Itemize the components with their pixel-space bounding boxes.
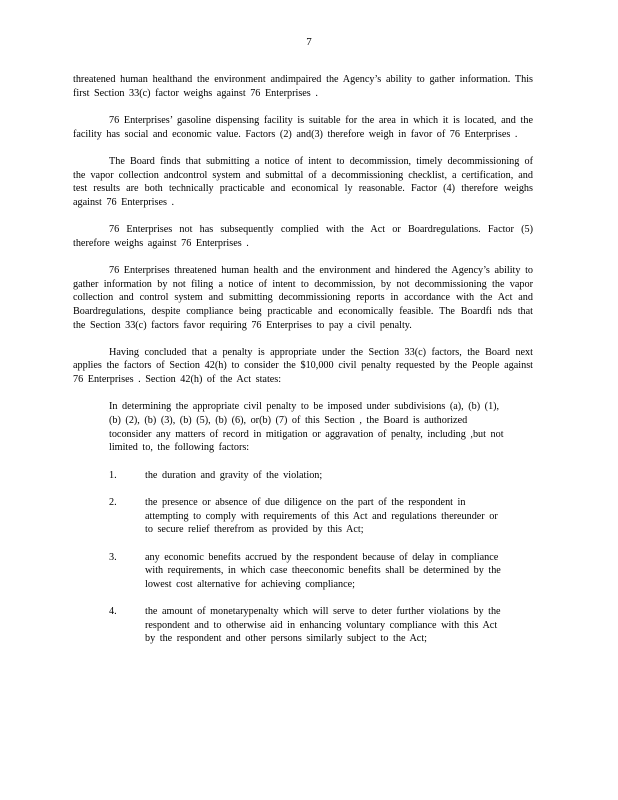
- factor-number: 3.: [109, 551, 117, 563]
- factor-text: the duration and gravity of the violation;: [145, 469, 323, 481]
- factor-item: [109, 469, 509, 483]
- page-number: 7: [306, 36, 312, 48]
- factor-number: 4.: [109, 606, 117, 618]
- body-paragraph: 76 Enterprises’ gasoline dispensing facility is suitable for the area in which it is located, and the facility has social and economic value. Factors (2) and(3) therefore weigh in favor of 76 Enterprises .: [73, 114, 533, 140]
- factor-item: [109, 496, 509, 537]
- factor-number: 1.: [109, 469, 117, 481]
- quote-intro: In determining the appropriate civil penalty to be imposed under subdivisions (a), (b) (1), (b) (2), (b) (3), (b) (5), (b) (6), or(b) (7) of this Section , the Board is authorized toconsider any matters of record in mitigation or aggravation of penalty, including ,but not limited to, the following factors:: [109, 401, 504, 454]
- body-paragraph: 76 Enterprises threatened human health and the environment and hindered the Agency’s ability to gather information by not filing a notice of intent to decommission, by not decommissioning the vapor collection and control system and submitting decommissioning reports in accordance with the Act and Boardregulations, despite compliance being practicable and economically feasible. The Boardfi nds that the Section 33(c) factors favor requiring 76 Enterprises to pay a civil penalty.: [73, 265, 533, 331]
- factor-item: [109, 605, 509, 646]
- body-paragraph: Having concluded that a penalty is appropriate under the Section 33(c) factors, the Board next applies the factors of Section 42(h) to consider the $10,000 civil penalty requested by the People against 76 Enterprises . Section 42(h) of the Act states:: [73, 346, 533, 386]
- body-paragraph: threatened human healthand the environment andimpaired the Agency’s ability to gather information. This first Section 33(c) factor weighs against 76 Enterprises .: [73, 74, 533, 99]
- factor-number: 2.: [109, 497, 117, 509]
- body-paragraph: 76 Enterprises not has subsequently complied with the Act or Boardregulations. Factor (5) therefore weighs against 76 Enterprises .: [73, 224, 533, 249]
- factor-text: the presence or absence of due diligence on the part of the respondent in attempting to comply with requirements of this Act and regulations thereunder or to secure relief therefrom as provided by this Act;: [145, 497, 498, 536]
- statute-quote: [109, 400, 509, 646]
- document-body: [73, 73, 533, 660]
- body-paragraph: The Board finds that submitting a notice of intent to decommission, timely decommissioning of the vapor collection andcontrol system and submittal of a decommissioning checklist, a certification, and test results are both technically practicable and economical ly reasonable. Factor (4) therefore weighs against 76 Enterprises .: [73, 155, 533, 208]
- factor-text: any economic benefits accrued by the respondent because of delay in compliance with requirements, in which case theeconomic benefits shall be determined by the lowest cost alternative for achieving compliance;: [145, 551, 501, 590]
- factor-text: the amount of monetarypenalty which will serve to deter further violations by the respondent and to otherwise aid in enhancing voluntary compliance with this Act by the respondent and other persons similarly subject to the Act;: [145, 606, 501, 645]
- factor-item: [109, 551, 509, 592]
